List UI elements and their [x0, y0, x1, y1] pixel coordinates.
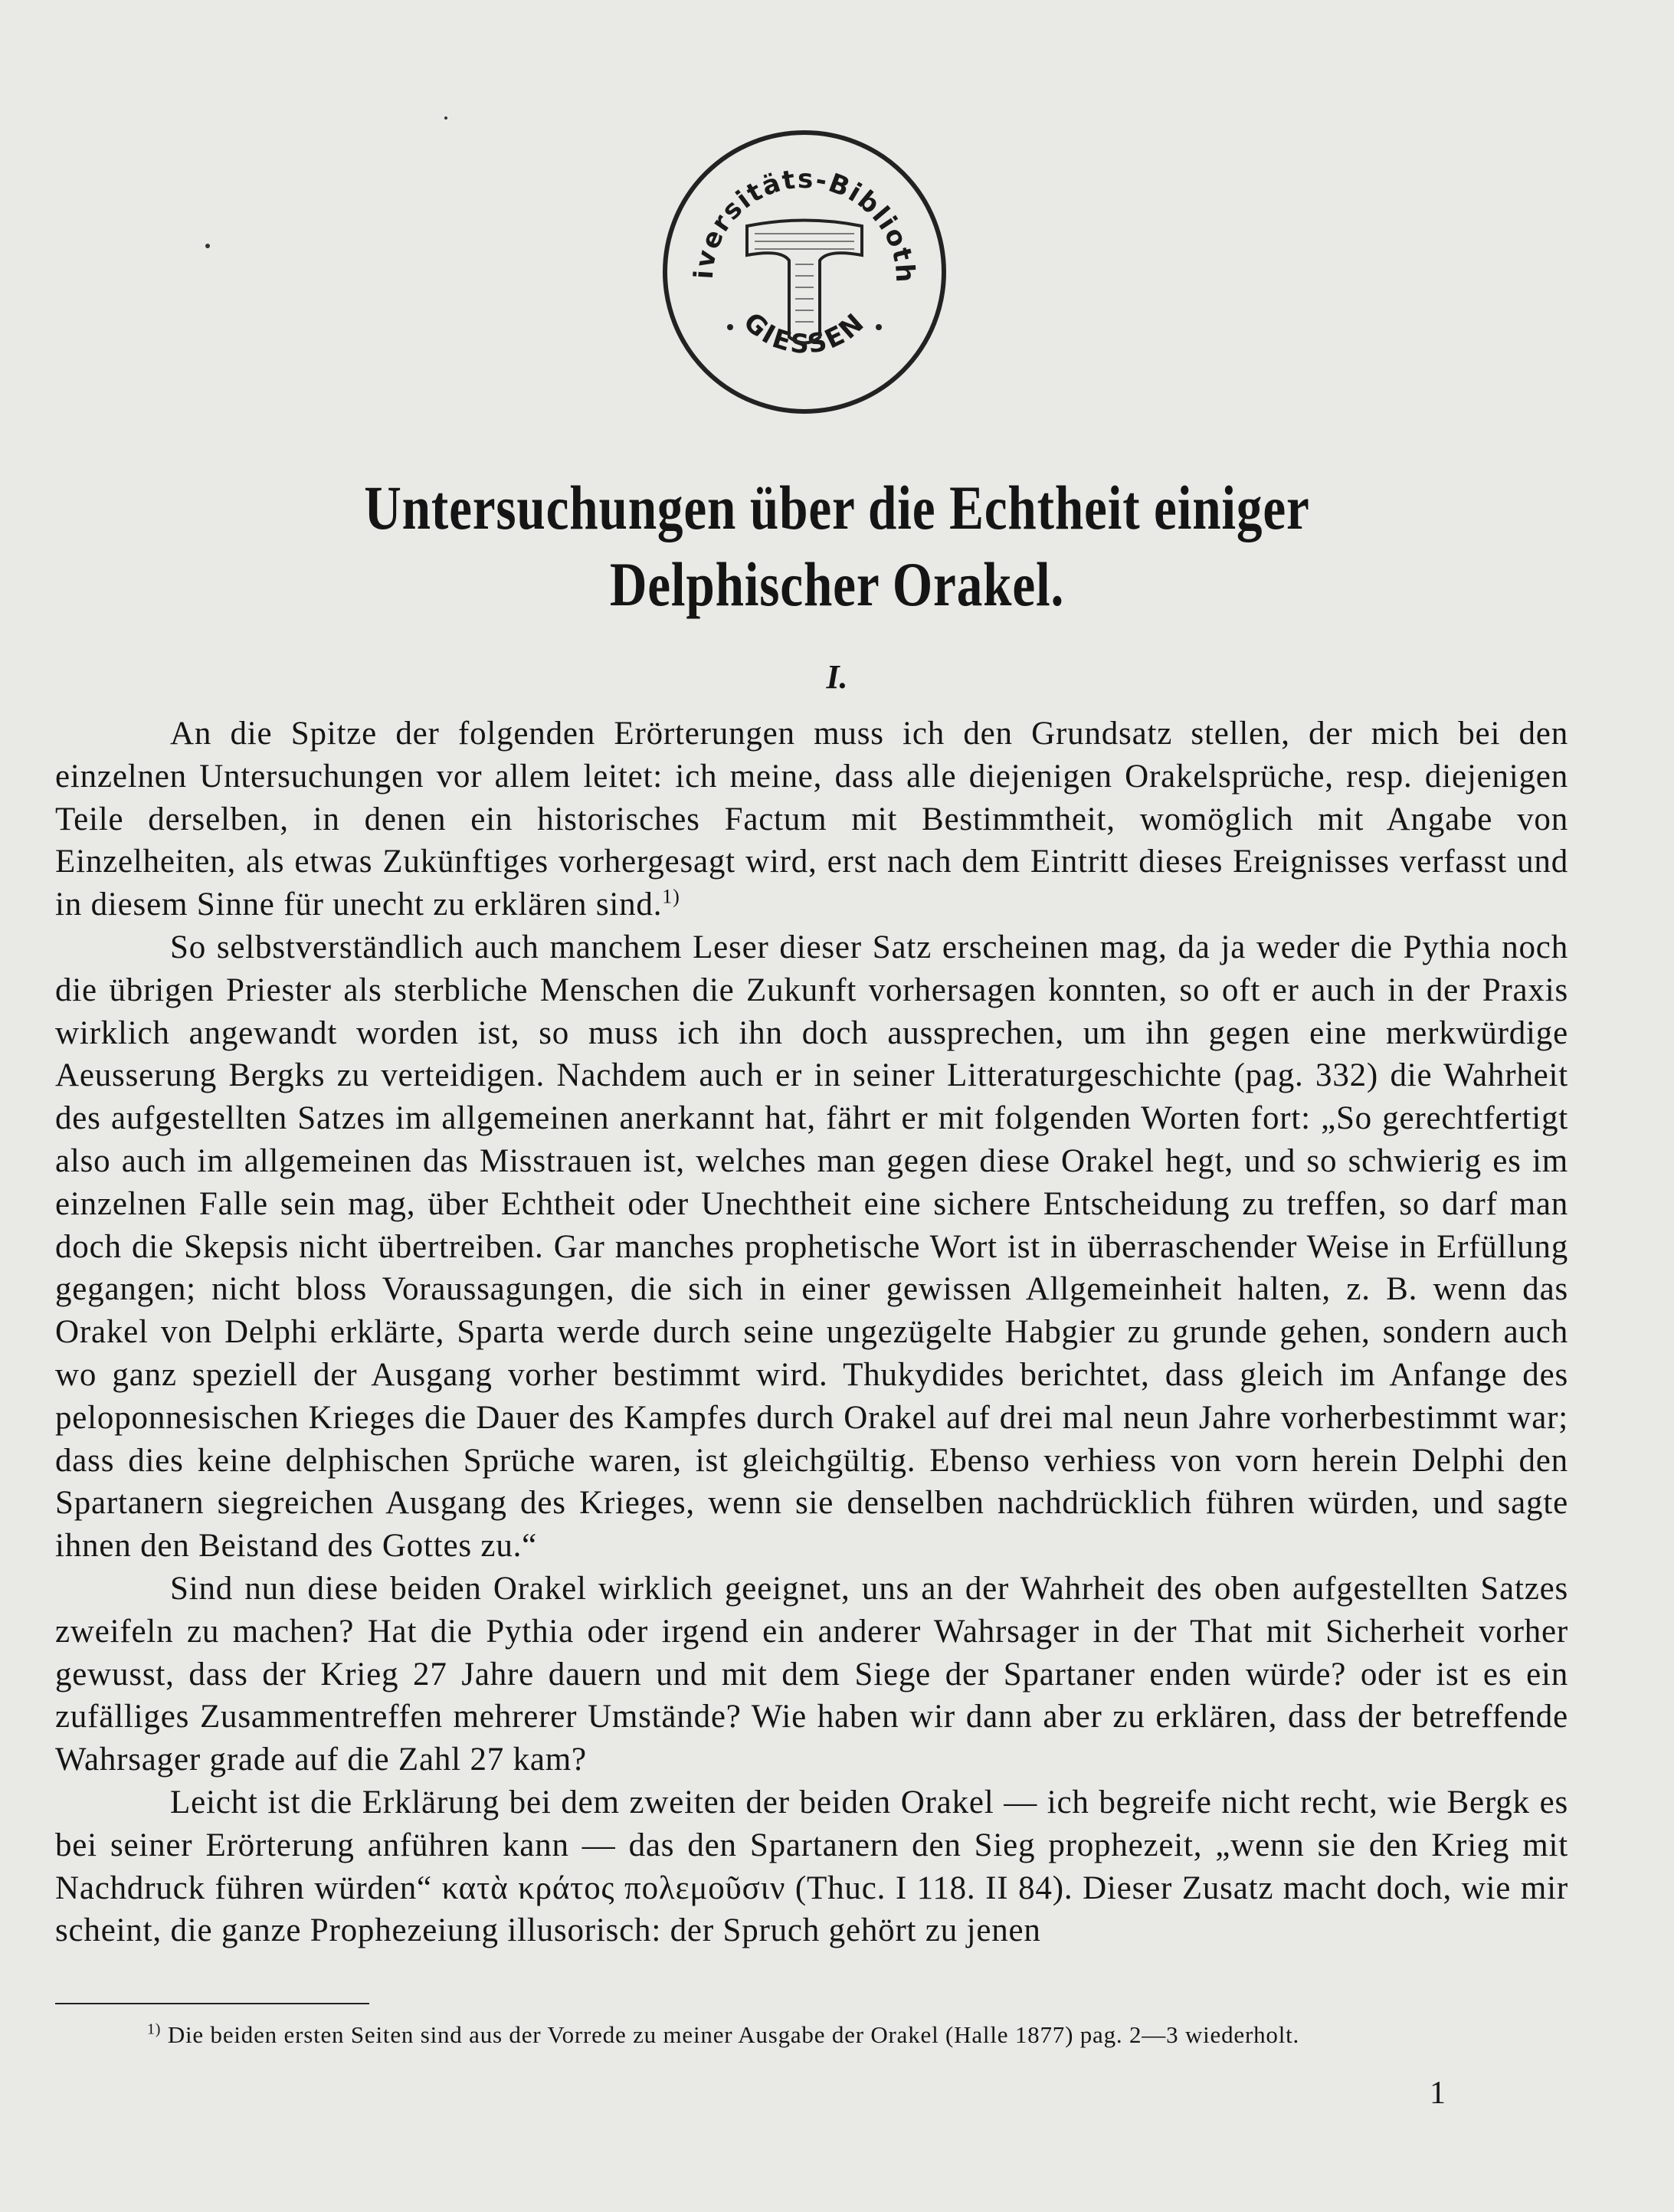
svg-text:GIESSEN: [737, 306, 871, 360]
paragraph-text: An die Spitze der folgenden Erörterungen muss ich den Grundsatz stellen, der mich bei den einzelnen Untersuchungen vor allem leitet: ich meine, dass alle diejenigen Orakelsprüche, resp. diejenigen Teile derselben, in denen ein historisches Factum mit Bestimmtheit, womöglich mit Angabe von Einzelheiten, als etwas Zukünftiges vorhergesagt wird, erst nach dem Eintritt dieses Ereignisses verfasst und in diesem Sinne für unecht zu erklären sind.: [55, 716, 1568, 923]
stamp-seal-icon: [659, 126, 950, 418]
speck: [444, 116, 447, 120]
footnote-divider: [55, 2003, 369, 2004]
footnote-text: Die beiden ersten Seiten sind aus der Vorrede zu meiner Ausgabe der Orakel (Halle 1877) pag. 2—3 wiederholt.: [167, 2021, 1300, 2048]
footnote-marker: 1): [147, 2020, 162, 2038]
paragraph: Leicht ist die Erklärung bei dem zweiten der beiden Orakel — ich begreife nicht recht, wie Bergk es bei seiner Erörterung anführen kann — das den Spartanern den Sieg prophezeit, „wenn sie den Krieg mit Nachdruck führen würden“ κατὰ κράτος πολεμοῦσιν (Thuc. I 118. II 84). Dieser Zusatz macht doch, wie mir scheint, die ganze Prophezeiung illusorisch: der Spruch gehört zu jenen: [55, 1784, 1568, 1949]
footnote-reference: 1): [662, 885, 680, 908]
paragraph: So selbstverständlich auch manchem Leser dieser Satz erscheinen mag, da ja weder die Pythia noch die übrigen Priester als sterbliche Menschen die Zukunft vorhersagen konnten, so oft er auch in der Praxis wirklich angewandt worden ist, so muss ich ihn doch aussprechen, um ihn gegen eine merkwürdige Aeusserung Bergks zu verteidigen. Nachdem auch er in seiner Litteraturgeschichte (pag. 332) die Wahrheit des aufgestellten Satzes im allgemeinen anerkannt hat, fährt er mit folgenden Worten fort: „So gerechtfertigt also auch im allgemeinen das Misstrauen ist, welches man gegen diese Orakel hegt, und so schwierig es im einzelnen Falle sein mag, über Echtheit oder Unechtheit eine sichere Entscheidung zu treffen, so darf man doch die Skepsis nicht übertreiben. Gar manches prophetische Wort ist in überraschender Weise in Erfüllung gegangen; nicht bloss Voraussagungen, die sich in einer gewissen Allgemeinheit halten, z. B. wenn das Orakel von Delphi erklärte, Sparta werde durch seine ungezügelte Habgier zu grunde gehen, sondern auch wo ganz speziell der Ausgang vorher bestimmt wird. Thukydides berichtet, dass gleich im Anfange des peloponnesischen Krieges die Dauer des Kampfes durch Orakel auf drei mal neun Jahre vorherbestimmt war; dass dies keine delphischen Sprüche waren, ist gleichgültig. Ebenso verhiess von vorn herein Delphi den Spartanern siegreichen Ausgang des Krieges, wenn sie denselben nachdrücklich führen würden, und sagte ihnen den Beistand des Gottes zu.“: [55, 929, 1568, 1565]
page-title-line-2: Delphischer Orakel.: [609, 549, 1065, 619]
paragraph: [55, 713, 1568, 926]
stamp-top-text: iversitäts-Biblioth: [688, 163, 921, 285]
page-title-line-1: Untersuchungen über die Echtheit einiger: [364, 473, 1310, 542]
paragraph: Sind nun diese beiden Orakel wirklich geeignet, uns an der Wahrheit des oben aufgestellten Satzes zweifeln zu machen? Hat die Pythia oder irgend ein anderer Wahrsager in der That mit Sicherheit vorher gewusst, dass der Krieg 27 Jahre dauern und mit dem Siege der Spartaner enden würde? oder ist es ein zufälliges Zusammentreffen mehrerer Umstände? Wie haben wir dann aber zu erklären, dass der betreffende Wahrsager grade auf die Zahl 27 kam?: [55, 1570, 1568, 1778]
stamp-bottom-text: GIESSEN: [737, 306, 872, 360]
section-number: I.: [826, 658, 848, 696]
library-stamp: [659, 126, 950, 418]
footnote: [147, 2021, 1572, 2049]
speck: [205, 244, 210, 248]
body-text: [55, 713, 1568, 1952]
page-number: 1: [1430, 2076, 1446, 2111]
